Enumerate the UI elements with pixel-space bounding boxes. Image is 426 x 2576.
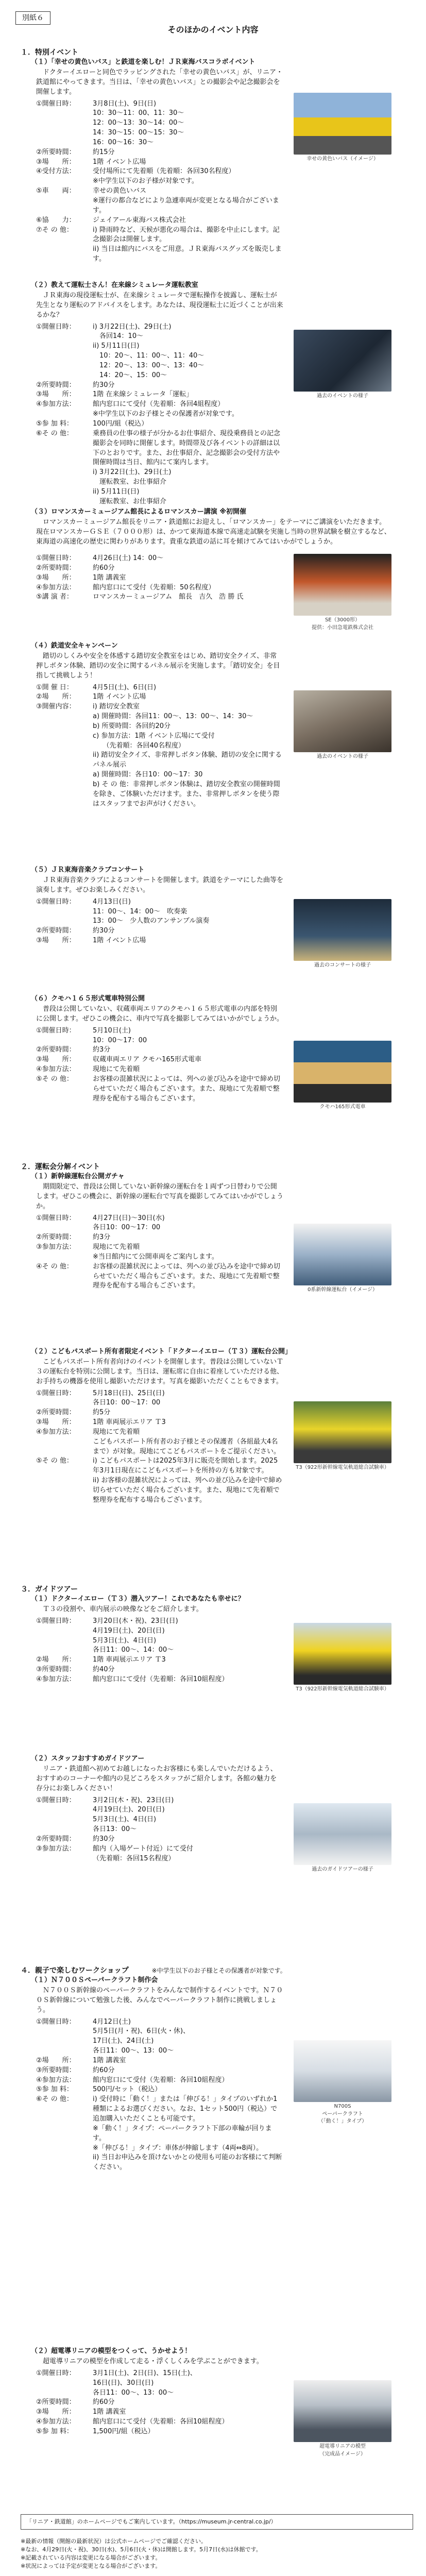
detail-value: 1階 イベント広場 <box>93 158 146 166</box>
footnote: ※状況によっては予定が変更となる場合がございます。 <box>21 2562 161 2569</box>
detail-label: ③参加方法： <box>36 1243 76 1251</box>
detail-value: 1階 在来線シミュレータ「運転」 <box>93 391 193 399</box>
crossing-safety-photo <box>294 690 391 752</box>
detail-label: ②所要時間： <box>36 381 76 389</box>
section-heading <box>21 1965 286 1976</box>
event-details <box>36 897 283 946</box>
detail-row <box>36 400 283 419</box>
detail-row <box>36 1665 283 1675</box>
detail-value: i) 受付時に「動く！」または「伸びる！」タイプのいずれか1種類によるお選びください。なお、1セット500円（税込）で追加購入いただくことも可能です。 ※「動く！」タイプ：ペーパークラフト下部の車輪が回ります。 ※「伸びる！」タイプ：車体が伸縮します（4両⇔8両）。 ii) 当日お申込みを頂けないかとの使用も可能のお客様にて判断ください。 <box>93 2095 282 2172</box>
detail-row <box>36 1026 283 1046</box>
event-body <box>36 68 283 264</box>
detail-row <box>36 1796 283 1835</box>
detail-value: 1階 講義室 <box>93 2408 126 2416</box>
detail-row <box>36 2427 283 2437</box>
event-title: （２）超電導リニアの模型をつくって、うかせよう！ <box>31 2347 192 2355</box>
detail-row <box>36 158 283 167</box>
event-body <box>36 2357 283 2437</box>
detail-row <box>36 1045 283 1055</box>
cab-photo <box>294 1224 391 1285</box>
detail-value: 3月8日(土)、9日(日) 10：30～11：00、11：30～ 12：00～13：30～14：00～ 14：30～15：00～15：30～ 16：00～16：30～ <box>93 99 184 146</box>
event-description: リニア・鉄道館へ初めてお越しになったお客様にも楽しんでいただけるよう、おすすめのコーナーや館内の見どころをスタッフがご紹介します。各館の魅力を存分にお楽しみください！ <box>36 1765 277 1792</box>
detail-row <box>36 2398 283 2408</box>
detail-label: ①開催日時： <box>36 2018 76 2026</box>
event-title: （６）クモハ１６５形式電車特別公開 <box>31 995 145 1003</box>
detail-label: ②場 所： <box>36 1656 76 1664</box>
detail-value: 約15分 <box>93 148 115 156</box>
detail-label: ③場 所： <box>36 158 76 166</box>
detail-value: 館内窓口にて受付（先着順：50名程度） <box>93 583 215 591</box>
event-photo <box>294 554 391 632</box>
detail-value: ロマンスカーミュージアム 館長 吉久 浩 勝 氏 <box>93 593 244 601</box>
maglev-model-photo <box>294 2380 391 2442</box>
detail-row <box>36 926 283 936</box>
detail-label: ④参加方法： <box>36 583 76 591</box>
detail-label: ②所要時間： <box>36 564 76 572</box>
detail-value: お客様の混雑状況によっては、列への並び込みを途中で締め切らせていただく場合もございます。また、現地にて先着順で整理券を配布する場合もございます。 <box>93 1262 281 1290</box>
event-photo <box>294 330 391 400</box>
detail-label: ③場 所： <box>36 2408 76 2416</box>
detail-label: ④参加方法： <box>36 400 76 409</box>
detail-row <box>36 2085 283 2095</box>
detail-value: 4月13日(日) 11：00～、14：00～ 吹奏楽 13：00～ 少人数のアンサンブル演奏 <box>93 897 210 925</box>
detail-value: 4月27日(日)～30日(水) 各日10：00～17：00 <box>93 1214 165 1232</box>
event-description: Ｔ３の役割や、車内展示の映像などをご紹介します。 <box>43 1605 203 1613</box>
photo-caption: 超電導リニアの模型 （完成品イメージ） <box>319 2444 366 2457</box>
detail-value: 1階 講義室 <box>93 573 126 582</box>
detail-value: 約60分 <box>93 2066 115 2074</box>
event-title: （１）「幸せの黄色いバス」と鉄道を楽しむ！ＪＲ東海バスコラボイベント <box>31 58 255 66</box>
detail-value: 約60分 <box>93 564 115 572</box>
detail-label: ①開催日時： <box>36 1026 76 1035</box>
detail-label: ④参加方法： <box>36 1065 76 1074</box>
detail-value: 約40分 <box>93 1666 115 1674</box>
photo-caption: 過去のイベントの様子 <box>317 754 368 759</box>
detail-label: ③場 所： <box>36 937 76 945</box>
detail-value: 5月18日(日)、25日(日) 各日10：00～17：00 <box>93 1389 165 1407</box>
detail-row <box>36 323 283 381</box>
detail-value: 館内（入場ゲート付近）にて受付 （先着順：各回15名程度） <box>93 1844 194 1862</box>
detail-row <box>36 2095 283 2173</box>
event-description: 踏切のしくみや安全を体感する踏切安全教室をはじめ、踏切安全クイズ、非常押しボタン体験、踏切の安全に関するパネル展示を実施します。「踏切安全」を目指して挑戦しよう！ <box>36 652 280 680</box>
detail-label: ③所要時間： <box>36 2066 76 2074</box>
detail-value: 約30分 <box>93 1835 115 1843</box>
event-description: Ｎ７００Ｓ新幹線のペーパークラフトをみんなで制作するイベントです。Ｎ７００Ｓ新幹線について勉強した後、みんなでペーパークラフト制作に挑戦しましょう。 <box>36 1987 283 2014</box>
detail-label: ①開催日時： <box>36 1796 76 1804</box>
detail-label: ②所要時間： <box>36 927 76 935</box>
detail-row <box>36 2076 283 2086</box>
event-description: ＪＲ東海音楽クラブによるコンサートを開催します。鉄道をテーマにした曲等を演奏します。ぜひお楽しみください。 <box>36 876 283 894</box>
detail-value: 4月5日(土)、6日(日) <box>93 683 157 691</box>
detail-label: ③参加方法： <box>36 1844 76 1853</box>
detail-label: ⑤そ の 他： <box>36 1075 73 1083</box>
detail-value: 3月2日(木・祝)、23日(日) 4月19日(土)、20日(日) 5月3日(土)、4日(日) 各日13：00～ <box>93 1796 174 1834</box>
homepage-notice: 「リニア・鉄道館」のホームページでもご案内しています。（https://museum.jr-central.co.jp/） <box>21 2514 413 2530</box>
event-title: （１）新幹線運転台公開ガチャ <box>31 1173 125 1180</box>
footnote: ※記載されている内容は変更になる場合がございます。 <box>21 2554 161 2561</box>
detail-label: ④参加方法： <box>36 2076 76 2084</box>
event-body <box>36 1182 283 1291</box>
detail-row <box>36 1262 283 1292</box>
event-description: 期間限定で、普段は公開していない新幹線の運転台を１両ずつ日替わりで公開します。ぜひこの機会に、新幹線の運転台で写真を撮影してみてはいかがでしょうか。 <box>36 1183 283 1210</box>
detail-label: ①開催日時： <box>36 1389 76 1397</box>
event-photo <box>294 1623 391 1693</box>
event-body <box>36 291 283 507</box>
detail-row <box>36 897 283 927</box>
detail-label: ①開催日時： <box>36 323 76 331</box>
doctor-yellow-photo <box>294 1623 391 1685</box>
detail-row <box>36 1055 283 1065</box>
detail-value: 約5分 <box>93 1409 111 1417</box>
detail-row <box>36 1214 283 1233</box>
detail-value: 1,500円/組（税込） <box>93 2427 155 2435</box>
detail-label: ②所要時間： <box>36 148 76 156</box>
detail-value: 館内窓口にて受付（先着順：各回10組程度） <box>93 2418 229 2426</box>
detail-label: ③場 所： <box>36 1056 76 1064</box>
detail-label: ②所要時間： <box>36 2398 76 2406</box>
event-photo <box>294 1401 391 1472</box>
event-details <box>36 683 283 809</box>
detail-value: 4月12日(土) 5月5日(月・祝)、6日(火・休)、 17日(土)、24日(土) 各日11：00～、13：00～ <box>93 2018 190 2055</box>
t3-photo <box>294 1401 391 1463</box>
detail-value: 幸せの黄色いバス ※運行の都合などにより急遽車両が変更となる場合がございます。 <box>93 187 279 214</box>
detail-value: 現地にて先着順 ※当日館内にて公開車両をご案内します。 <box>93 1243 218 1261</box>
detail-row <box>36 564 283 573</box>
detail-label: ⑤そ の 他： <box>36 1457 73 1465</box>
detail-value: i) 3月22日(土)、29日(土) 各回14：10～ ii) 5月11日(日) 10：20～、11：00～、11：40～ 12：20～、13：00～、13：40～ 14：20～、15：00～ <box>93 323 205 379</box>
event-photo <box>294 1224 391 1294</box>
photo-caption: クモハ165形式電車 <box>319 1104 366 1110</box>
event-body <box>36 652 283 809</box>
simulator-photo <box>294 330 391 392</box>
detail-label: ③所要時間： <box>36 1666 76 1674</box>
detail-value: i) こどもパスポートは2025年3月に販売を開始します。2025年3月1日現在にこどもパスポートを所持の方も対象です。 ii) お客様の混雑状況によっては、列への並び込みを途中で締め切らせていただく場合もございます。また、現地にて先着順で整理券を配布する場合もございます。 <box>93 1457 282 1504</box>
detail-row <box>36 1428 283 1457</box>
detail-row <box>36 1675 283 1685</box>
detail-label: ⑤参 加 料： <box>36 2086 73 2094</box>
detail-label: ①開催日時： <box>36 2369 76 2377</box>
detail-label: ③開催内容： <box>36 703 76 711</box>
section-heading: ３．ガイドツアー <box>21 1585 78 1594</box>
detail-row <box>36 936 283 946</box>
detail-row <box>36 226 283 264</box>
detail-label: ③場 所： <box>36 573 76 582</box>
event-photo <box>294 1803 391 1874</box>
detail-row <box>36 692 283 702</box>
event-title: （３）ロマンスカーミュージアム館長によるロマンスカー講演 ※初開催 <box>31 508 246 516</box>
detail-label: ⑤車 両： <box>36 187 76 195</box>
detail-label: ②所要時間： <box>36 1409 76 1417</box>
detail-label: ④受付方法： <box>36 167 76 176</box>
event-title: （２）スタッフおすすめガイドツアー <box>31 1755 145 1762</box>
detail-label: ⑥そ の 他： <box>36 2095 73 2104</box>
detail-label: ②場 所： <box>36 693 76 701</box>
detail-row <box>36 1835 283 1844</box>
attachment-tag: 別紙６ <box>15 11 50 25</box>
detail-label: ⑤講 演 者： <box>36 593 73 601</box>
detail-row <box>36 1389 283 1409</box>
detail-row <box>36 216 283 226</box>
event-details <box>36 1389 283 1505</box>
footnotes <box>21 2537 412 2570</box>
detail-value: 館内窓口にて受付（先着順：各回4組程度） ※中学生以下のお子様とその保護者が対象です。 <box>93 400 238 418</box>
detail-row <box>36 1655 283 1665</box>
detail-row <box>36 429 283 507</box>
detail-row <box>36 1243 283 1262</box>
photo-caption: T3（922形新幹線電気軌道総合試験車） <box>296 1686 389 1692</box>
detail-label: ⑤参 加 料： <box>36 419 73 428</box>
detail-value: 3月1日(土)、2日(日)、15日(土)、 16日(日)、30日(日) 各日11：00～、13：00～ <box>93 2369 197 2397</box>
detail-label: ⑥協 力： <box>36 216 76 224</box>
detail-row <box>36 2369 283 2398</box>
detail-value: 500円/セット（税込） <box>93 2086 162 2094</box>
event-details <box>36 1214 283 1292</box>
event-description: 超電導リニアの模型を作成して走る・浮くしくみを学ぶことができます。 <box>43 2358 263 2365</box>
photo-caption: 過去のガイドツアーの様子 <box>312 1867 373 1872</box>
detail-value: 1階 イベント広場 <box>93 693 146 701</box>
event-photo <box>294 1041 391 1111</box>
event-description: ロマンスカーミュージアム館長をリニア・鉄道館にお迎えし、「ロマンスカー」をテーマにご講演をいただきます。現在ロマンスカーＧＳＥ（７０００形）は、かつて東海道本線で高速走試験を実施し当時の世界試験を樹立するなど、東海道の高速化の歴史に関わりがあります。貴重な鉄道の話に耳を傾けてみてはいかがでしょうか。 <box>36 518 391 546</box>
detail-label: ③場 所： <box>36 1418 76 1427</box>
detail-label: ①開催日時： <box>36 1214 76 1222</box>
photo-caption: N700S ペーパークラフト （「動く！」タイプ） <box>318 2104 367 2124</box>
kumoha-photo <box>294 1041 391 1103</box>
detail-row <box>36 554 283 564</box>
detail-value: 3月20日(木・祝)、23日(日) 4月19日(土)、20日(日) 5月3日(土)、4日(日) 各日11：00～、14：00～ <box>93 1617 178 1654</box>
detail-value: 乗務員の仕事の様子が分かるお仕事紹介、現役乗務員との記念撮影会を同時に開催します。時間帯及び各イベントの詳細は以下のとおりです。また、お仕事紹介、記念撮影会の受付方法や開催時間は当日、館内にて案内します。 i) 3月22日(土)、29日(土) 運転教室、お仕事紹介 ii) 5月11日(日) 運転教室、お仕事紹介 <box>93 429 281 505</box>
detail-value: 現地にて先着順 こどもパスポート所有者のお子様とその保護者（各組最大4名まで）が対象。現地にてこどもパスポートをご提示ください。 <box>93 1428 281 1455</box>
footnote: ※最新の情報（開館の最新状況）は公式ホームページでご確認ください。 <box>21 2538 207 2545</box>
photo-caption: T3（922形新幹線電気軌道総合試験車） <box>296 1465 389 1470</box>
detail-row <box>36 419 283 429</box>
event-description: 普段は公開していない、収蔵車両エリアのクモハ１６５形式電車の内部を特別に公開します。ぜひこの機会に、車内で写真を撮影してみてはいかがでしょうか。 <box>36 1005 283 1023</box>
event-title: （４）鉄道安全キャンペーン <box>31 642 118 650</box>
event-body <box>36 554 283 602</box>
detail-value: ジェイアール東海バス株式会社 <box>93 216 186 224</box>
detail-row <box>36 187 283 216</box>
detail-label: ②所要時間： <box>36 1835 76 1843</box>
detail-row <box>36 2018 283 2056</box>
detail-label: ②所要時間： <box>36 1046 76 1054</box>
event-details <box>36 1796 283 1864</box>
section-heading: ２．運転会分解イベント <box>21 1163 100 1171</box>
event-body <box>36 1005 283 1104</box>
detail-label: ④参加方法： <box>36 1428 76 1436</box>
event-body <box>36 1358 283 1505</box>
detail-value: 館内窓口にて受付（先着順：各回10組程度） <box>93 2076 229 2084</box>
event-photo <box>294 2040 391 2126</box>
event-photo <box>294 690 391 761</box>
detail-row <box>36 1844 283 1864</box>
detail-label: ④参加方法： <box>36 2418 76 2426</box>
detail-row <box>36 99 283 148</box>
detail-value: お客様の混雑状況によっては、列への並び込みを途中で締め切らせていただく場合もございます。また、現地にて先着順で整理券を配布する場合もございます。 <box>93 1075 281 1103</box>
detail-label: ④そ の 他： <box>36 1262 73 1270</box>
event-details <box>36 323 283 507</box>
guide-tour-photo <box>294 1803 391 1865</box>
detail-row <box>36 592 283 602</box>
detail-row <box>36 1233 283 1243</box>
detail-label: ①開催日時： <box>36 554 76 562</box>
detail-label: ③場 所： <box>36 391 76 399</box>
event-body <box>36 1605 283 1685</box>
page-title: そのほかのイベント内容 <box>167 25 259 35</box>
detail-value: 約3分 <box>93 1233 111 1242</box>
detail-row <box>36 2408 283 2417</box>
detail-value: 約30分 <box>93 927 115 935</box>
event-body <box>36 1765 283 1863</box>
photo-caption: 過去のコンサートの様子 <box>314 962 371 968</box>
detail-label: ①開催日時： <box>36 1617 76 1625</box>
photo-caption: 過去のイベントの様子 <box>317 393 368 399</box>
detail-row <box>36 583 283 593</box>
papercraft-photo <box>294 2040 391 2102</box>
detail-row <box>36 2066 283 2076</box>
bus-photo <box>294 93 391 155</box>
detail-value: 100円/組（税込） <box>93 419 148 428</box>
detail-row <box>36 1617 283 1655</box>
event-details <box>36 554 283 602</box>
detail-value: 館内窓口にて受付（先着順：各回10組程度） <box>93 1675 229 1683</box>
event-photo <box>294 93 391 163</box>
detail-label: ⑦そ の 他： <box>36 226 73 234</box>
section-heading-text: ４．親子で楽しむワークショップ <box>21 1967 129 1975</box>
event-title: （１）Ｎ７００Ｓペーパークラフト制作会 <box>31 1976 158 1984</box>
detail-row <box>36 148 283 158</box>
event-title: （２）こどもパスポート所有者限定イベント「ドクターイエロー（Ｔ３）運転台公開」 <box>31 1348 292 1355</box>
event-title: （２）教えて運転士さん！在来線シミュレータ運転教室 <box>31 281 198 289</box>
section-heading-note: ※中学生以下のお子様とその保護者が対象です。 <box>151 1967 286 1974</box>
detail-value: 約60分 <box>93 2398 115 2406</box>
event-title: （１）ドクターイエロー（Ｔ３）潜入ツアー！これであなたも幸せに？ <box>31 1595 245 1603</box>
photo-caption: SE（3000形） 提供：小田急電鉄株式会社 <box>312 617 373 631</box>
detail-value: 5月10日(土) 10：00～17：00 <box>93 1026 147 1044</box>
detail-value: i) 踏切安全教室 a) 開催時間：各回11：00～、13：00～、14：30～ b) 所要時間：各回約20分 c) 参加方法：1階 イベント広場にて受付 （先着順：各回40名程度） ii) 踏切安全クイズ、非常押しボタン体験、踏切の安全に関するパネル展示 a) 開催時間：各日10：00～17：30 b) そ の 他：非常押しボタン体験は、踏切安全教室の開催時間を除き、ご体験いただけます。また、非常押しボタンを使う際はスタッフまでお声がけください。 <box>93 703 282 808</box>
detail-row <box>36 1065 283 1075</box>
detail-value: 1階 車両展示エリア Ｔ3 <box>93 1418 166 1427</box>
event-details <box>36 2369 283 2437</box>
detail-value: 現地にて先着順 <box>93 1065 140 1074</box>
detail-label: ⑥そ の 他： <box>36 429 73 437</box>
event-details <box>36 1026 283 1104</box>
detail-row <box>36 2056 283 2066</box>
event-photo <box>294 2380 391 2458</box>
detail-row <box>36 1418 283 1428</box>
detail-label: ①開 催 日： <box>36 683 73 691</box>
detail-row <box>36 2417 283 2427</box>
detail-row <box>36 167 283 187</box>
detail-row <box>36 573 283 583</box>
event-description: こどもパスポート所有者向けのイベントを開催します。普段は公開していないＴ３の運転台を特別に公開します。当日は、運転席に自由に着座していただける他、お手持ちの機器を使用し撮影いただけます。写真を撮影いただくこともできます。 <box>36 1358 283 1385</box>
detail-label: ②所要時間： <box>36 1233 76 1242</box>
romancecar-photo <box>294 554 391 616</box>
event-details <box>36 99 283 264</box>
event-details <box>36 1617 283 1685</box>
detail-value: 1階 イベント広場 <box>93 937 146 945</box>
detail-value: 収蔵車両エリア クモハ165形式電車 <box>93 1056 201 1064</box>
detail-row <box>36 1408 283 1418</box>
detail-label: ⑤参 加 料： <box>36 2427 73 2435</box>
detail-value: 約3分 <box>93 1046 111 1054</box>
detail-value: 1階 講義室 <box>93 2056 126 2064</box>
photo-caption: 幸せの黄色いバス（イメージ） <box>306 156 379 162</box>
detail-row <box>36 702 283 809</box>
event-body <box>36 876 283 946</box>
event-body <box>36 518 391 549</box>
detail-row <box>36 381 283 391</box>
event-description: ドクターイエローと同色でラッピングされた「幸せの黄色いバス」が、リニア・鉄道館にやってきます。当日は、「幸せの黄色いバス」との撮影会や記念撮影会を開催します。 <box>36 69 283 96</box>
event-body <box>36 1986 283 2173</box>
concert-photo <box>294 899 391 961</box>
detail-value: 受付場所にて先着順（先着順：各回30名程度） ※中学生以下のお子様が対象です。 <box>93 167 235 185</box>
detail-value: 4月26日(土) 14：00～ <box>93 554 164 562</box>
detail-row <box>36 683 283 693</box>
detail-label: ④参加方法： <box>36 1675 76 1683</box>
event-details <box>36 2018 283 2173</box>
event-photo <box>294 899 391 970</box>
event-description: ＪＲ東海の現役運転士が、在来線シミュレータで運転操作を披露し、運転士が先生となり運転のアドバイスをします。あなたは、現役運転士に近づくことが出来るかな？ <box>36 292 283 319</box>
detail-value: 約30分 <box>93 381 115 389</box>
event-title: （５）ＪＲ東海音楽クラブコンサート <box>31 866 145 874</box>
footnote: ※なお、4月29日(火・祝)、30日(水)、5月6日(火・休)は開館します。5月7日(水)は休館です。 <box>21 2546 262 2553</box>
section-heading: １．特別イベント <box>21 48 78 57</box>
detail-row <box>36 1456 283 1505</box>
detail-row <box>36 390 283 400</box>
detail-label: ①開催日時： <box>36 897 76 906</box>
photo-caption: 0系新幹線運転台（イメージ） <box>307 1287 378 1293</box>
detail-row <box>36 1075 283 1104</box>
detail-label: ②場 所： <box>36 2056 76 2064</box>
detail-value: i) 降雨時など、天候が悪化の場合は、撮影を中止にします。記念撮影会は開催します。 ii) 当日は館内にバスをご用意。ＪＲ東海バスグッズを販売します。 <box>93 226 282 263</box>
detail-label: ①開催日時： <box>36 99 76 108</box>
detail-value: 1階 車両展示エリア Ｔ3 <box>93 1656 166 1664</box>
